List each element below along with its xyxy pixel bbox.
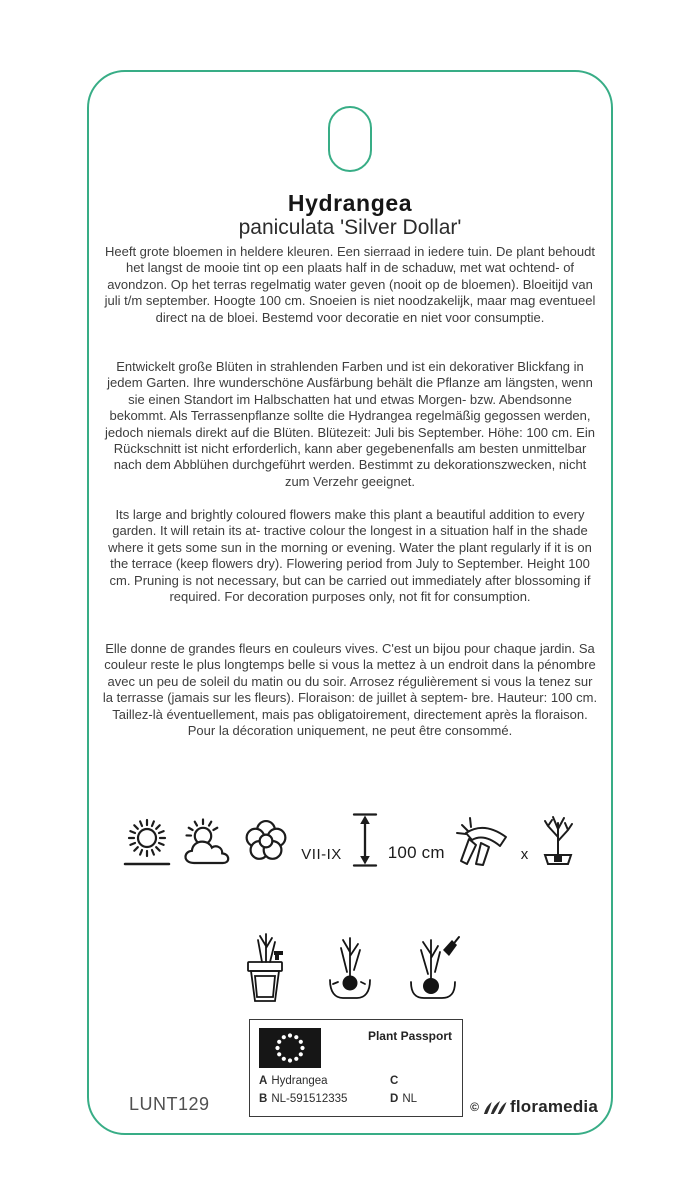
plant-cultivar-subtitle: paniculata 'Silver Dollar' — [238, 216, 462, 239]
height-label: 100 cm — [387, 843, 445, 862]
floramedia-leaf-icon — [483, 1099, 507, 1116]
passport-row-a — [259, 1075, 328, 1087]
flowering-icon — [240, 813, 292, 869]
description-dutch: Heeft grote bloemen in heldere kleuren. Een sierraad in iedere tuin. De plant behoudt het langst de mooie tint op een plaats half in de schaduw, met wat ochtend- of avondzon. Op het terras regelmatig water geven (nooit op de bloemen). Bloeitijd van juli t/m september. Hoogte 100 cm. Snoeien is niet noodzakelijk, maar mag eventueel direct na de bloei. Bestemd voor decoratie en niet voor consumptie. — [104, 244, 596, 325]
passport-row-b — [259, 1093, 347, 1105]
plant-in-ground-icon — [405, 926, 463, 1010]
description-english: Its large and brightly coloured flowers make this plant a beautiful addition to every garden. It will retain its at- tractive colour the longest in a situation half in the shade where it gets some sun in the morning or evening. Water the plant regularly if it is on the terrace (keep flowers dry). Flowering period from July to September. Height 100 cm. Pruning is not necessary, but can be carried out immediately after blossoming if required. For decoration purposes only, not fit for consumption. — [108, 507, 592, 605]
description-french: Elle donne de grandes fleurs en couleurs vives. C'est un bijou pour chaque jardin. Sa couleur reste le plus longtemps belle si vous la mettez à un endroit dans la pénombre avec un peu de soleil du matin ou du soir. Arrosez régulièrement si vous la tenez sur la terrasse (jamais sur les fleurs). Floraison: de juillet à septem- bre. Hauteur: 100 cm. Taillez-là éventuellement, mais pas obligatoirement, directement après la floraison. Pour la décoration uniquement, ne peut être consommé. — [102, 641, 598, 739]
planting-instructions-row — [89, 920, 611, 1010]
flowering-period-label: VII-IX — [301, 846, 342, 863]
care-icons-row — [89, 805, 611, 869]
description-german: Entwickelt große Blüten in strahlenden Farben und ist ein dekorativer Blickfang in jedem Garten. Ihre wunderschöne Ausfärbung behält die Pflanze am längsten, wenn sie einen Standort im Halbschatten hat und etwas Morgen- bzw. Abendsonne bekommt. Als Terrassenpflanze sollte die Hydrangea regelmäßig gegossen werden, jedoch niemals direkt auf die Blüten. Blütezeit: Juli bis September. Höhe: 100 cm. Ein Rückschnitt ist nicht erforderlich, kann aber gegebenenfalls am besten unmittelbar nach dem Abblühen durchgeführt werden. Bestimmt zu dekorationszwecken, nicht zum Verzehr geeignet. — [105, 359, 595, 489]
plant-passport-title: Plant Passport — [367, 1029, 452, 1043]
full-sun-icon — [122, 817, 172, 869]
product-code: LUNT129 — [129, 1094, 210, 1114]
passport-label-a: A — [259, 1075, 268, 1087]
height-icon — [351, 811, 379, 869]
copyright-icon: © — [470, 1100, 480, 1114]
passport-label-d: D — [390, 1093, 399, 1105]
plant-passport-box — [249, 1019, 463, 1117]
passport-value-a: Hydrangea — [271, 1075, 328, 1087]
passport-row-d — [390, 1093, 417, 1105]
passport-value-d: NL — [402, 1093, 418, 1105]
passport-row-c — [390, 1075, 402, 1087]
floramedia-wordmark: floramedia — [510, 1097, 598, 1116]
plant-label-card — [87, 70, 613, 1135]
partial-sun-icon — [181, 817, 231, 869]
passport-label-c: C — [390, 1075, 399, 1087]
pruning-not-needed-label: x — [520, 846, 529, 863]
hang-hole — [328, 106, 372, 172]
passport-value-b: NL-591512335 — [271, 1093, 348, 1105]
eu-flag-icon — [259, 1028, 321, 1068]
pruning-icon — [454, 813, 512, 869]
passport-label-b: B — [259, 1093, 268, 1105]
floramedia-logo — [470, 1097, 598, 1117]
pot-watering-icon — [237, 926, 295, 1010]
repot-icon — [321, 926, 379, 1010]
shrub-icon — [538, 811, 578, 869]
plant-genus-title: Hydrangea — [287, 190, 413, 216]
